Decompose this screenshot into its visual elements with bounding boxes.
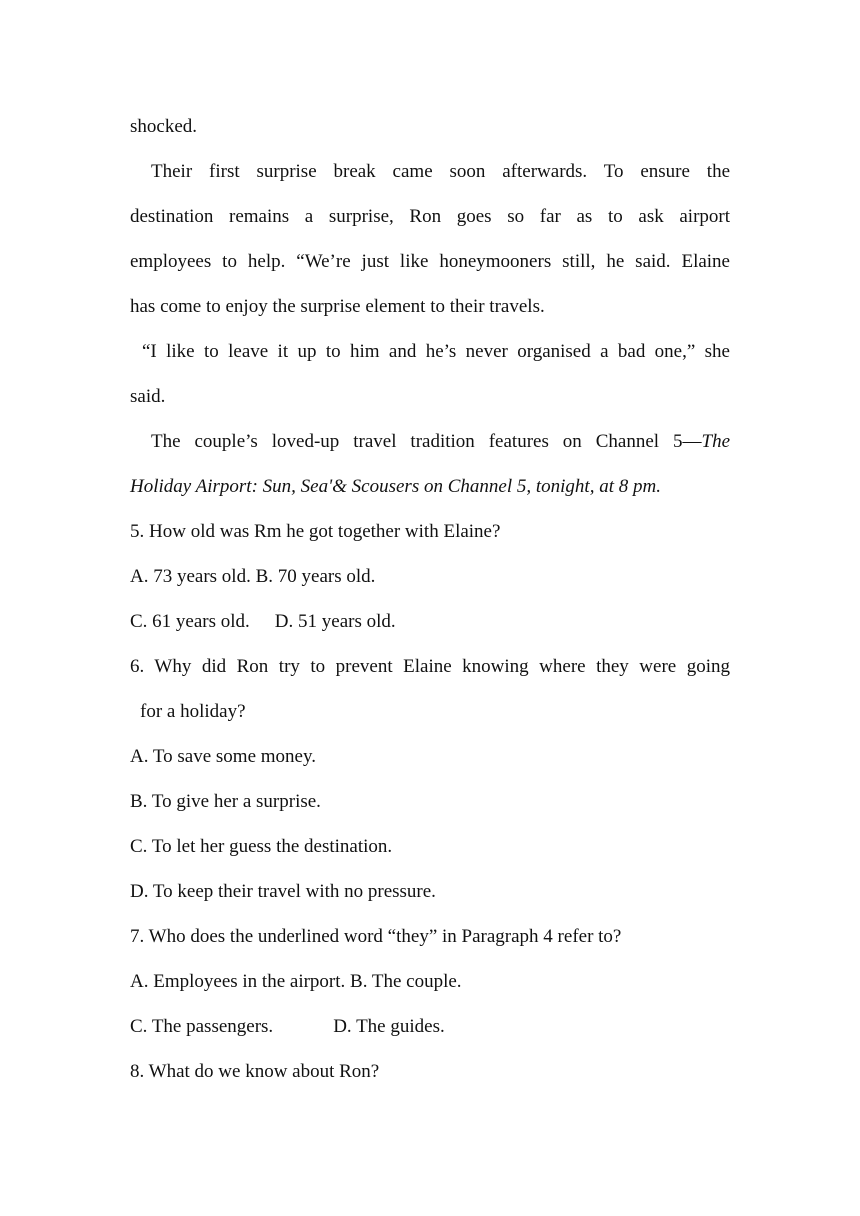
question-6-stem-line-1: 6. Why did Ron try to prevent Elaine knowing where they were going — [130, 656, 730, 677]
question-7-option-d: D. The guides. — [333, 1016, 445, 1037]
passage-line-3: destination remains a surprise, Ron goes so far as to ask airport — [130, 206, 730, 227]
passage-line-4: employees to help. “We’re just like honeymooners still, he said. Elaine — [130, 251, 730, 272]
question-6-option-b: B. To give her a surprise. — [130, 791, 321, 812]
passage-line-8 — [130, 427, 730, 472]
question-6-option-c: C. To let her guess the destination. — [130, 836, 393, 857]
passage-line-7: said. — [130, 386, 166, 407]
question-6-option-d: D. To keep their travel with no pressure. — [130, 881, 436, 902]
passage-line-1: shocked. — [130, 116, 198, 137]
question-5-options-ab: A. 73 years old. B. 70 years old. — [130, 566, 376, 587]
question-5-option-c: C. 61 years old. — [130, 611, 250, 632]
question-7-stem: 7. Who does the underlined word “they” in Paragraph 4 refer to? — [130, 926, 622, 947]
program-title-start: The — [701, 431, 730, 452]
passage-line-5: has come to enjoy the surprise element to their travels. — [130, 296, 545, 317]
question-5-options-cd — [130, 607, 730, 652]
document-page — [130, 112, 730, 1102]
question-7-option-c: C. The passengers. — [130, 1016, 274, 1037]
question-7-options-cd — [130, 1012, 730, 1057]
question-6-stem-line-2: for a holiday? — [140, 701, 246, 722]
question-5-option-d: D. 51 years old. — [274, 611, 396, 632]
question-5-stem: 5. How old was Rm he got together with Elaine? — [130, 521, 501, 542]
question-7-options-ab: A. Employees in the airport. B. The couple. — [130, 971, 462, 992]
program-title-line: Holiday Airport: Sun, Sea'& Scousers on Channel 5, tonight, at 8 pm. — [130, 476, 661, 497]
question-6-option-a: A. To save some money. — [130, 746, 317, 767]
passage-line-2: Their first surprise break came soon afterwards. To ensure the — [151, 161, 730, 182]
question-8-stem: 8. What do we know about Ron? — [130, 1061, 380, 1082]
passage-line-6: “I like to leave it up to him and he’s never organised a bad one,” she — [142, 341, 730, 362]
passage-line-8-text: The couple’s loved-up travel tradition features on Channel 5— — [151, 431, 702, 452]
